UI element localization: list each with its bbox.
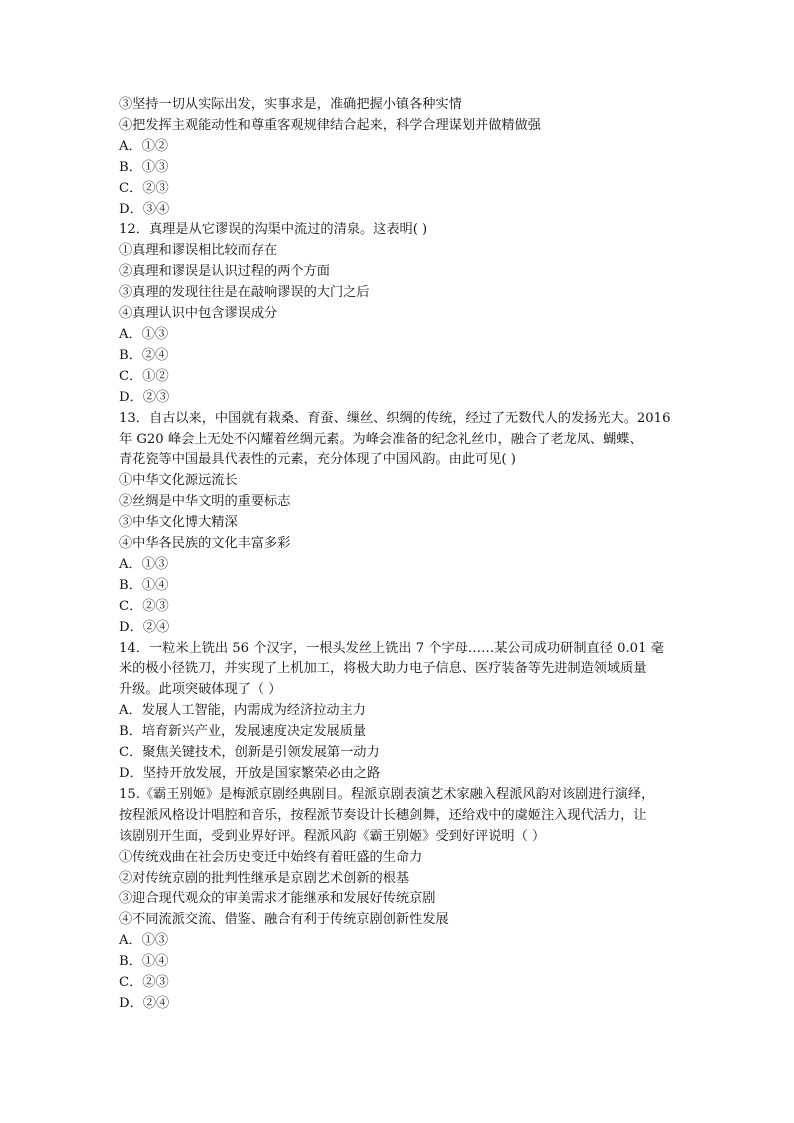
q14-stem-line-3: 升级。此项突破体现了（ ） [119,682,282,698]
q14-choice-b: B．培育新兴产业，发展速度决定发展质量 [119,724,367,740]
question-15 [119,785,679,1015]
q15-stem-line-3: 该剧别开生面，受到业界好评。程派风韵《霸王别姬》受到好评说明（ ） [119,828,546,844]
q15-option-2: ②对传统京剧的批判性继承是京剧艺术创新的根基 [119,870,410,886]
q14-stem-line-1: 14．一粒米上铣出 56 个汉字，一根头发丝上铣出 7 个字母……某公司成功研制直径 0.01 毫 [119,640,664,656]
question-content [119,95,679,1015]
q13-stem-line-1: 13．自古以来，中国就有栽桑、育蚕、缫丝、织绸的传统，经过了无数代人的发扬光大。2016 [119,410,671,426]
q11-choice-d: D．③④ [119,201,170,217]
q14-choice-c: C．聚焦关键技术，创新是引领发展第一动力 [119,745,380,761]
q15-option-3: ③迎合现代观众的审美需求才能继承和发展好传统京剧 [119,891,436,907]
q15-stem-line-2: 按程派风格设计唱腔和音乐，按程派节奏设计长穗剑舞，还给戏中的虞姬注入现代活力，让 [119,807,647,823]
q15-choice-a: A．①③ [119,933,169,949]
q14-choice-a: A．发展人工智能，内需成为经济拉动主力 [119,703,366,719]
q11-option-3: ③坚持一切从实际出发，实事求是，准确把握小镇各种实情 [119,97,462,112]
question-14 [119,639,679,785]
q15-choice-c: C．②③ [119,975,169,991]
q15-choice-b: B．①④ [119,954,169,970]
question-13 [119,409,679,639]
q12-option-1: ①真理和谬误相比较而存在 [119,243,278,259]
q15-option-1: ①传统戏曲在社会历史变迁中始终有着旺盛的生命力 [119,849,423,865]
q13-option-1: ①中华文化源远流长 [119,473,238,489]
q12-option-4: ④真理认识中包含谬误成分 [119,306,278,322]
q14-stem-line-2: 米的极小径铣刀，并实现了上机加工，将极大助力电子信息、医疗装备等先进制造领域质量 [119,661,647,677]
q13-choice-b: B．①④ [119,577,169,593]
q11-option-4: ④把发挥主观能动性和尊重客观规律结合起来，科学合理谋划并做精做强 [119,117,541,133]
q13-option-2: ②丝绸是中华文明的重要标志 [119,494,291,510]
q11-continuation [119,95,679,220]
q12-choice-c: C．①② [119,368,169,384]
q12-choice-d: D．②③ [119,389,170,405]
q15-option-4: ④不同流派交流、借鉴、融合有利于传统京剧创新性发展 [119,912,449,928]
q13-stem-line-2: 年 G20 峰会上无处不闪耀着丝绸元素。为峰会准备的纪念礼丝巾，融合了老龙凤、蝴蝶、 [119,431,643,447]
q11-choice-a: A．①② [119,138,169,154]
q15-stem-line-1: 15.《霸王别姬》是梅派京剧经典剧目。程派京剧表演艺术家融入程派风韵对该剧进行演绎， [119,786,655,802]
q12-choice-b: B．②④ [119,347,169,363]
q13-stem-line-3: 青花瓷等中国最具代表性的元素，充分体现了中国风韵。由此可见( ) [119,452,516,468]
q13-choice-c: C．②③ [119,598,169,614]
q13-choice-a: A．①③ [119,556,169,572]
q11-choice-c: C．②③ [119,180,169,196]
q12-stem: 12．真理是从它谬误的沟渠中流过的清泉。这表明( ) [119,222,428,238]
q11-choice-b: B．①③ [119,159,169,175]
question-12 [119,220,679,408]
q13-option-4: ④中华各民族的文化丰富多彩 [119,536,291,552]
q12-option-2: ②真理和谬误是认识过程的两个方面 [119,264,330,280]
q12-option-3: ③真理的发现往往是在敲响谬误的大门之后 [119,285,370,301]
q13-choice-d: D．②④ [119,619,170,635]
q12-choice-a: A．①③ [119,326,169,342]
q13-option-3: ③中华文化博大精深 [119,515,238,531]
q14-choice-d: D．坚持开放发展，开放是国家繁荣必由之路 [119,766,381,781]
q15-choice-d: D．②④ [119,995,170,1011]
